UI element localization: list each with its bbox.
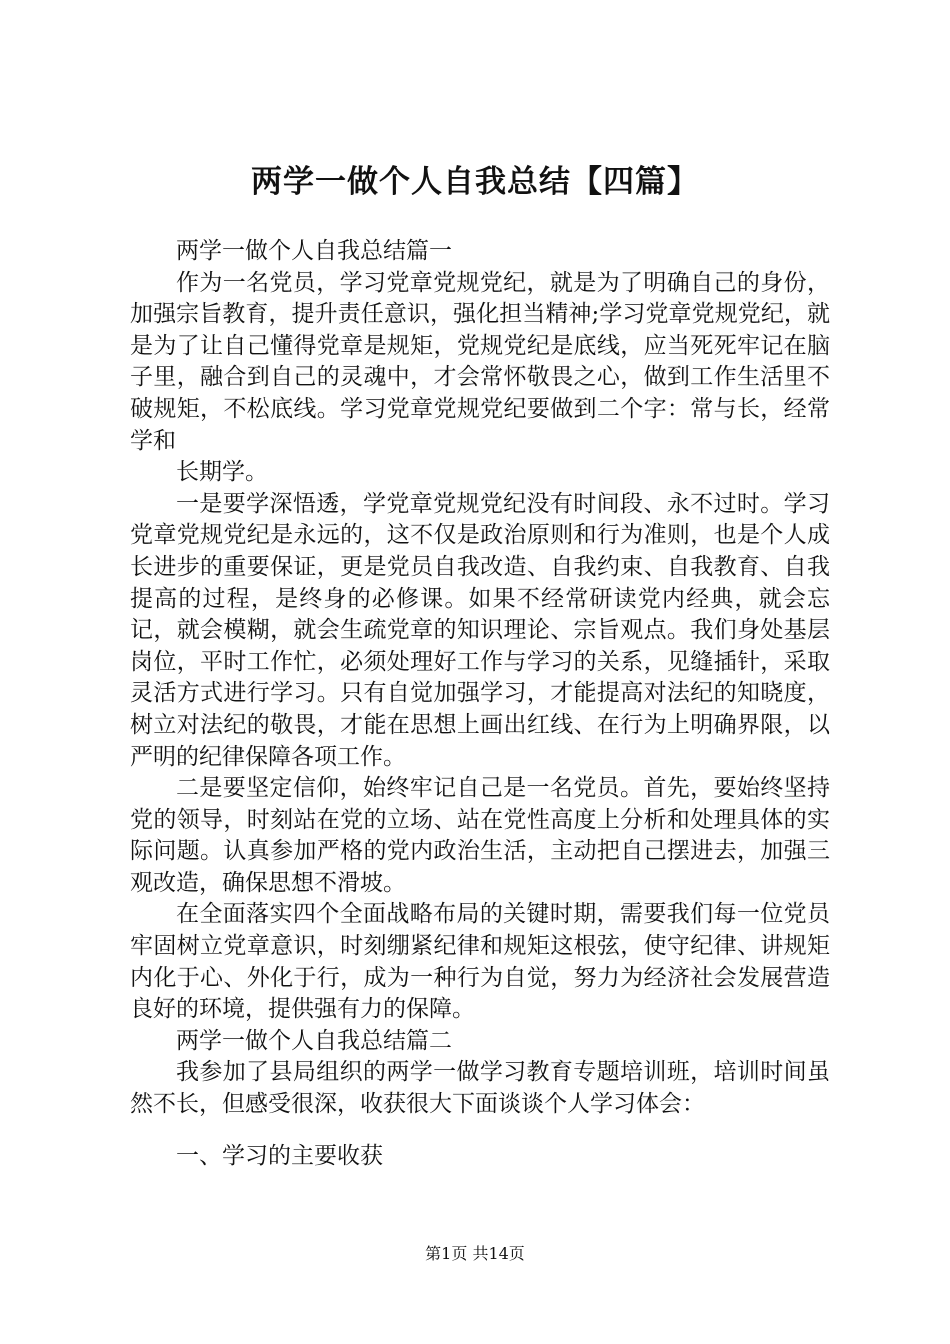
paragraph: 一是要学深悟透，学党章党规党纪没有时间段、永不过时。学习党章党规党纪是永远的，这不仅是政治原则和行为准则，也是个人成长进步的重要保证，更是党员自我改造、自我约束、自我教育、自我提高的过程，是终身的必修课。如果不经常研读党内经典，就会忘记，就会模糊，就会生疏党章的知识理论、宗旨观点。我们身处基层岗位，平时工作忙，必须处理好工作与学习的关系，见缝插针，采取灵活方式进行学习。只有自觉加强学习，才能提高对法纪的知晓度，树立对法纪的敬畏，才能在思想上画出红线、在行为上明确界限，以严明的纪律保障各项工作。 [130,490,830,770]
paragraph: 作为一名党员，学习党章党规党纪，就是为了明确自己的身份，加强宗旨教育，提升责任意识，强化担当精神;学习党章党规党纪，就是为了让自己懂得党章是规矩，党规党纪是底线，应当死死牢记在脑子里，融合到自己的灵魂中，才会常怀敬畏之心，做到工作生活里不破规矩，不松底线。学习党章党规党纪要做到二个字：常与长，经常学和 [130,269,830,454]
paragraph: 在全面落实四个全面战略布局的关键时期，需要我们每一位党员牢固树立党章意识，时刻绷紧纪律和规矩这根弦，使守纪律、讲规矩内化于心、外化于行，成为一种行为自觉，努力为经济社会发展营造良好的环境，提供强有力的保障。 [130,901,830,1023]
page-number: 第1页 共14页 [425,1244,525,1263]
document-body [130,236,830,1172]
paragraph: 我参加了县局组织的两学一做学习教育专题培训班，培训时间虽然不长，但感受很深，收获很大下面谈谈个人学习体会： [130,1059,830,1118]
document-title: 两学一做个人自我总结【四篇】 [251,164,699,200]
section-heading-1: 两学一做个人自我总结篇一 [176,238,452,264]
subsection-heading: 一、学习的主要收获 [176,1142,383,1169]
section-heading-2: 两学一做个人自我总结篇二 [176,1027,452,1054]
paragraph: 长期学。 [176,459,268,486]
paragraph: 二是要坚定信仰，始终牢记自己是一名党员。首先，要始终坚持党的领导，时刻站在党的立场、站在党性高度上分析和处理具体的实际问题。认真参加严格的党内政治生活，主动把自己摆进去，加强三观改造，确保思想不滑坡。 [130,775,830,896]
